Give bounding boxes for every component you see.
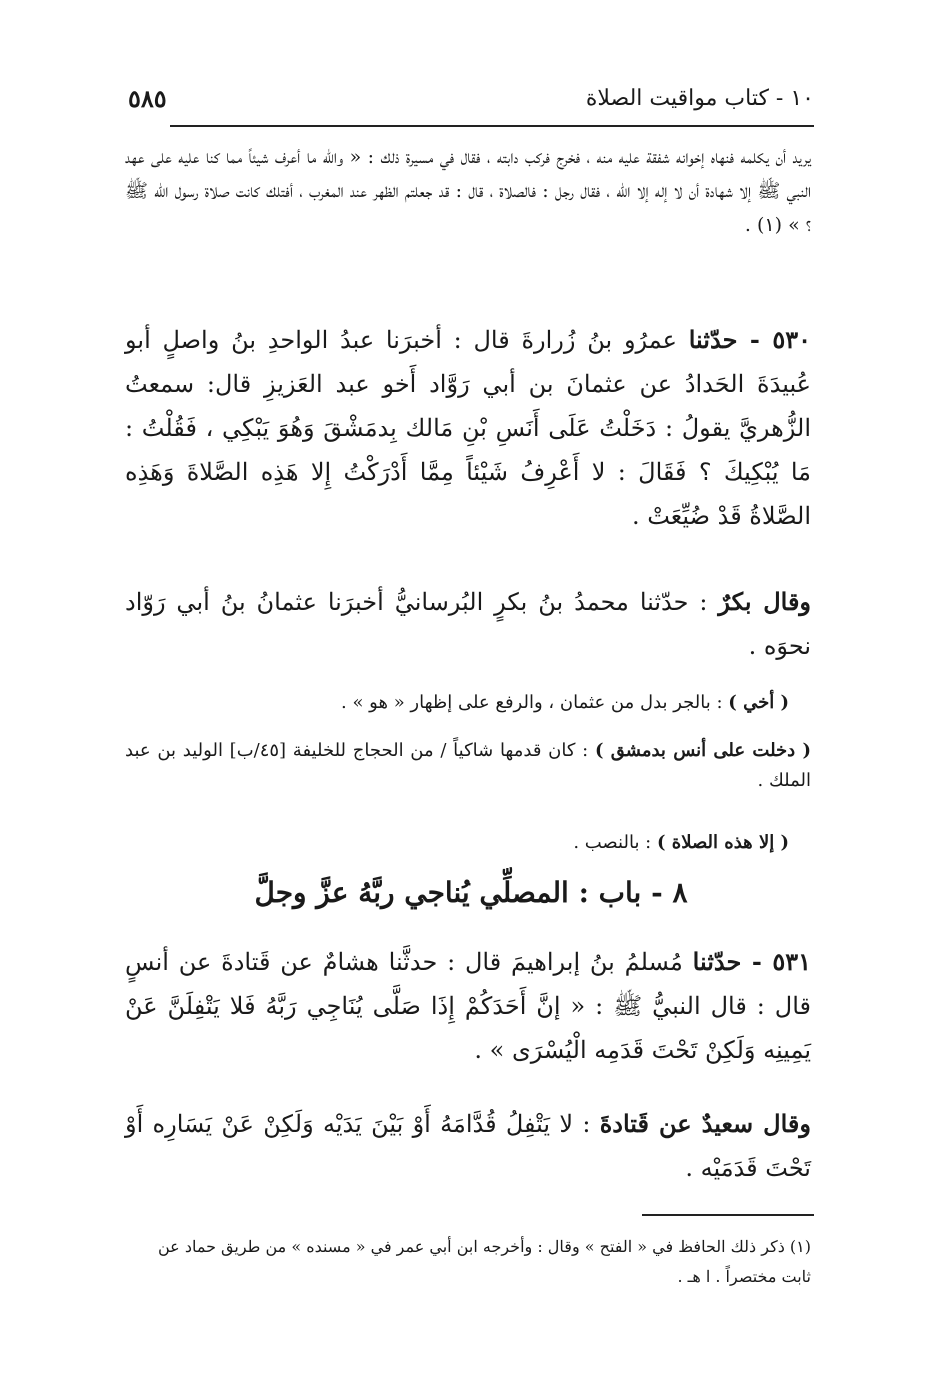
page-header xyxy=(128,80,814,124)
saeed-narration xyxy=(125,1102,811,1190)
gloss-illa xyxy=(125,828,811,858)
hadith-530 xyxy=(125,318,811,538)
hadith-531-label: ٥٣١ - حدّثنا xyxy=(692,947,811,976)
saeed-label: وقال سعيدٌ عن قَتادةَ xyxy=(599,1109,811,1138)
footnote-rule xyxy=(642,1214,814,1216)
hadith-530-text: عمرُو بنُ زُرارةَ قال : أخبرَنا عبدُ الواحدِ بنُ واصلٍ أبو عُبيدَةَ الحَدادُ عن عثمانَ بن أبي رَوَّاد أَخو عبد العَزيزِ قال: سمعتُ الزُّهريَّ يقولُ : دَخَلْتُ عَلَى أَنَسِ بْنِ مَالك بِدمَشْقَ وَهُوَ يَبْكِي ، فَقُلْتُ : مَا يُبْكِيكَ ؟ فَقَالَ : لا أَعْرِفُ شَيْئاً مِمَّا أَدْرَكْتُ إِلا هَذِه الصَّلاةَ وَهَذِه الصَّلاةُ قَدْ ضُيِّعَتْ . xyxy=(125,326,812,530)
bakr-label: وقال بكرٌ xyxy=(718,587,812,616)
saeed-text: : لا يَتْفِلُ قُدَّامَهُ أَوْ بَيْنَ يَدَيْه وَلَكِنْ عَنْ يَسَارِه أَوْ تَحْتَ قَدَمَيْه . xyxy=(125,1110,811,1182)
header-rule xyxy=(170,125,814,127)
gloss-akhi-term: ( أخي ) xyxy=(728,692,789,713)
gloss-dakhaltu-term: ( دخلت على أنس بدمشق ) xyxy=(594,740,811,761)
bakr-text: : حدّثنا محمدُ بنُ بكرٍ البُرسانيُّ أخبرَنا عثمانُ بنُ أبي رَوّاد نحوَه . xyxy=(125,588,811,660)
gloss-dakhaltu-text: : كان قدمها شاكياً / من الحجاج للخليفة [٤٥/ب] الوليد بن عبد الملك . xyxy=(125,740,811,791)
bakr-narration xyxy=(125,580,811,668)
intro-paragraph: يريد أن يكلمه فنهاه إخوانه شفقة عليه منه ، فخرج فركب دابته ، فقال في مسيرة ذلك : « والله ما أعرف شيئاً مما كنا عليه على عهد النبي ﷺ إلا شهادة أن لا إله إلا الله ، فقال رجل : فالصلاة ، قال : قد جعلتم الظهر عند المغرب ، أفتلك كانت صلاة رسول الله ﷺ ؟ » (١) . xyxy=(125,146,811,236)
gloss-illa-term: ( إلا هذه الصلاة ) xyxy=(656,832,789,853)
running-head: ١٠ - كتاب مواقيت الصلاة xyxy=(585,86,814,111)
hadith-531 xyxy=(125,940,811,1072)
gloss-illa-text: : بالنصب . xyxy=(573,832,652,853)
page-number: ٥٨٥ xyxy=(128,84,167,113)
hadith-530-label: ٥٣٠ - حدّثنا xyxy=(688,325,811,354)
chapter-heading: ٨ - باب : المصلِّي يُناجي ربَّهُ عزَّ وجلَّ xyxy=(254,876,688,909)
footnote: (١) ذكر ذلك الحافظ في « الفتح » وقال : وأخرجه ابن أبي عمر في « مسنده » من طريق حماد عن ثابت مختصراً . ا هـ . xyxy=(158,1237,811,1286)
gloss-dakhaltu xyxy=(125,736,811,796)
gloss-akhi xyxy=(125,688,811,718)
gloss-akhi-text: : بالجر بدل من عثمان ، والرفع على إظهار « هو » . xyxy=(341,692,723,713)
hadith-531-text: مُسلمُ بنُ إبراهيمَ قال : حدثَّنا هشامٌ عن قَتادةَ عن أنسٍ قال : قال النبيُّ ﷺ : « إنَّ أَحَدَكُمْ إِذَا صَلَّى يُنَاجِي رَبَّهُ فَلا يَتْفِلَنَّ عَنْ يَمِينِه وَلَكِنْ تَحْتَ قَدَمِه الْيُسْرَى » . xyxy=(125,948,811,1064)
